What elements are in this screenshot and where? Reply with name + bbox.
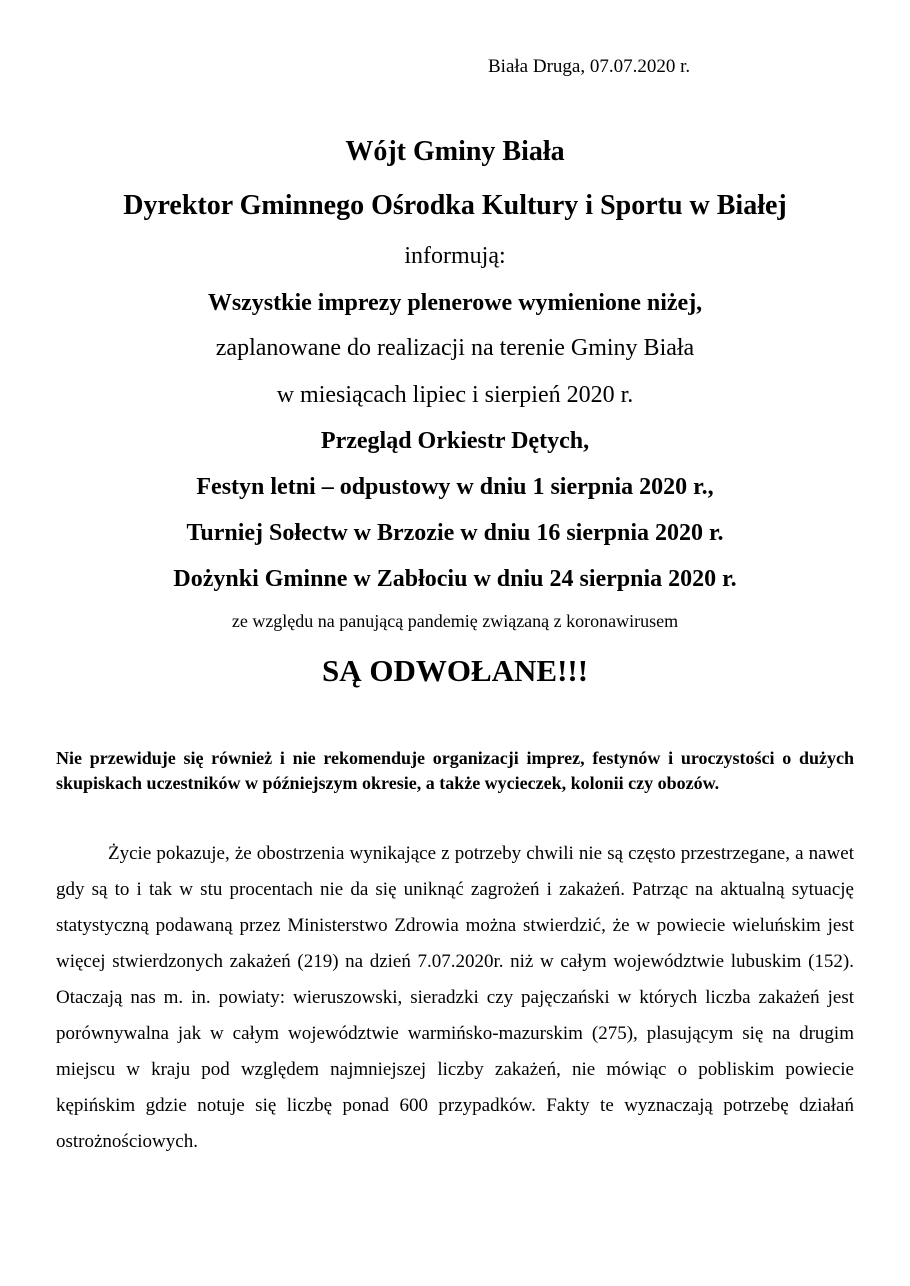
heading-mayor: Wójt Gminy Biała (345, 136, 565, 167)
event-item: Festyn letni – odpustowy w dniu 1 sierpnia 2020 r., (196, 474, 714, 500)
heading-director: Dyrektor Gminnego Ośrodka Kultury i Sportu w Białej (123, 190, 787, 221)
event-item: Przegląd Orkiestr Dętych, (320, 428, 590, 454)
event-item: Dożynki Gminne w Zabłociu w dniu 24 sierpnia 2020 r. (173, 566, 737, 592)
line-all-events: Wszystkie imprezy plenerowe wymienione niżej, (207, 290, 703, 316)
event-item: Turniej Sołectw w Brzozie w dniu 16 sierpnia 2020 r. (186, 520, 724, 546)
line-planned: zaplanowane do realizacji na terenie Gminy Biała (215, 335, 695, 361)
notice-paragraph: Nie przewiduje się również i nie rekomenduje organizacji imprez, festynów i uroczystości o dużych skupiskach uczestników w późniejszym okresie, a także wycieczek, kolonii czy obozów. (56, 748, 854, 793)
body-paragraph: Życie pokazuje, że obostrzenia wynikające z potrzeby chwili nie są często przestrzegane, a nawet gdy są to i tak w stu procentach nie da się uniknąć zagrożeń i zakażeń. Patrząc na aktualną sytuację statystyczną podawaną przez Ministerstwo Zdrowia można stwierdzić, że w powiecie wieluńskim jest więcej stwierdzonych zakażeń (219) na dzień 7.07.2020r. niż w całym województwie lubuskim (152). Otaczają nas m. in. powiaty: wieruszowski, sieradzki czy pajęczański w których liczba zakażeń jest porównywalna jak w całym województwie warmińsko-mazurskim (275), plasującym się na drugim miejscu w kraju pod względem najmniejszej liczby zakażeń, nie mówiąc o pobliskim powiecie kępińskim gdzie notuje się liczbę ponad 600 przypadków. Fakty te wyznaczają potrzebę działań ostrożnościowych. (56, 843, 854, 1152)
cancelled-heading: SĄ ODWOŁANE!!! (321, 653, 589, 688)
inform-word: informują: (404, 243, 506, 269)
date-line: Biała Druga, 07.07.2020 r. (488, 56, 691, 77)
line-months: w miesiącach lipiec i sierpień 2020 r. (276, 382, 634, 408)
reason-line: ze względu na panującą pandemię związaną z koronawirusem (231, 611, 679, 631)
